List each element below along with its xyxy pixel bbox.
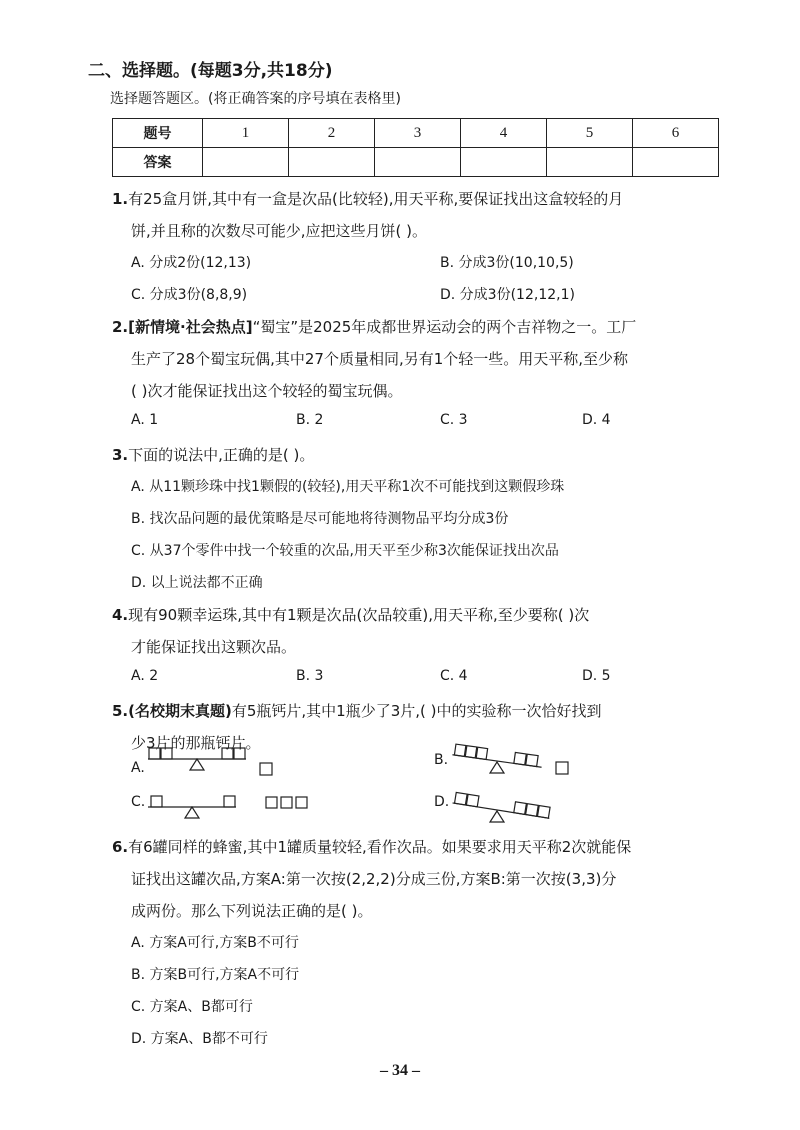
- question-number-cell: 2: [289, 119, 375, 148]
- question-5-line-2: 少3片的那瓶钙片。: [131, 734, 261, 752]
- option-c: C. 分成3份(8,8,9): [131, 287, 248, 303]
- balance-scale-a-icon: [148, 744, 288, 776]
- option-c: C. 4: [440, 668, 468, 684]
- question-3-line-1: [112, 444, 314, 465]
- option-d: D. 4: [582, 412, 611, 428]
- section-title: 二、选择题。(每题3分,共18分): [88, 61, 333, 81]
- option-a: A. 2: [131, 668, 159, 684]
- question-number: 2.: [112, 318, 129, 336]
- question-tag: (名校期末真题): [128, 702, 232, 720]
- question-2-line-2: 生产了28个蜀宝玩偶,其中27个质量相同,另有1个轻一些。用天平称,至少称: [131, 350, 629, 368]
- question-4-line-2: 才能保证找出这颗次品。: [131, 638, 297, 656]
- balance-scale-b-icon: [452, 740, 592, 776]
- question-text: 有25盒月饼,其中有一盒是次品(比较轻),用天平称,要保证找出这盒较轻的月: [128, 190, 624, 208]
- option-c: C. 方案A、B都可行: [131, 999, 253, 1015]
- answer-cell[interactable]: [203, 148, 289, 177]
- question-text: 现有90颗幸运珠,其中有1颗是次品(次品较重),用天平称,至少要称( )次: [128, 606, 590, 624]
- question-number: 1.: [112, 190, 129, 208]
- option-d: D. 分成3份(12,12,1): [440, 287, 575, 303]
- option-b: B. 3: [296, 668, 324, 684]
- balance-scale-c-icon: [148, 792, 318, 824]
- page-number: – 34 –: [380, 1062, 420, 1079]
- option-b: B. 方案B可行,方案A不可行: [131, 967, 300, 983]
- answer-table-number-row: [113, 119, 719, 148]
- option-c: C. 3: [440, 412, 468, 428]
- question-number: 3.: [112, 446, 129, 464]
- option-b: B. 找次品问题的最优策略是尽可能地将待测物品平均分成3份: [131, 511, 509, 527]
- question-tag: [新情境·社会热点]: [128, 318, 253, 336]
- answer-note: 选择题答题区。(将正确答案的序号填在表格里): [110, 91, 401, 107]
- question-5-line-1: [112, 700, 602, 721]
- balance-scale-d-icon: [452, 786, 572, 826]
- option-b-label: B.: [434, 752, 449, 768]
- question-1-line-1: [112, 188, 623, 209]
- answer-table-answer-row: [113, 148, 719, 177]
- option-d: D. 方案A、B都不可行: [131, 1031, 268, 1047]
- option-a: A. 从11颗珍珠中找1颗假的(较轻),用天平称1次不可能找到这颗假珍珠: [131, 479, 565, 495]
- row-label-answer: 答案: [113, 148, 203, 177]
- option-a-label: A.: [131, 760, 145, 776]
- question-number-cell: 1: [203, 119, 289, 148]
- question-6-line-3: 成两份。那么下列说法正确的是( )。: [131, 902, 373, 920]
- option-a: A. 1: [131, 412, 159, 428]
- question-number-cell: 5: [547, 119, 633, 148]
- row-label-number: 题号: [113, 119, 203, 148]
- question-2-line-3: ( )次才能保证找出这个较轻的蜀宝玩偶。: [131, 382, 403, 400]
- question-4-line-1: [112, 604, 589, 625]
- option-a: A. 分成2份(12,13): [131, 255, 252, 271]
- question-6-line-1: [112, 836, 631, 857]
- question-text: “蜀宝”是2025年成都世界运动会的两个吉祥物之一。工厂: [252, 318, 637, 336]
- question-text: 下面的说法中,正确的是( )。: [128, 446, 315, 464]
- option-d: D. 5: [582, 668, 611, 684]
- answer-table: [112, 118, 719, 177]
- question-number: 4.: [112, 606, 129, 624]
- question-number-cell: 3: [375, 119, 461, 148]
- option-b: B. 2: [296, 412, 324, 428]
- question-text: 有6罐同样的蜂蜜,其中1罐质量较轻,看作次品。如果要求用天平称2次就能保: [128, 838, 632, 856]
- question-number-cell: 4: [461, 119, 547, 148]
- answer-cell[interactable]: [633, 148, 719, 177]
- option-c-label: C.: [131, 794, 146, 810]
- question-2-line-1: [112, 316, 636, 337]
- option-d-label: D.: [434, 794, 450, 810]
- question-number: 5.: [112, 702, 129, 720]
- option-d: D. 以上说法都不正确: [131, 575, 263, 591]
- answer-cell[interactable]: [289, 148, 375, 177]
- option-b: B. 分成3份(10,10,5): [440, 255, 574, 271]
- option-a: A. 方案A可行,方案B不可行: [131, 935, 299, 951]
- question-1-line-2: 饼,并且称的次数尽可能少,应把这些月饼( )。: [131, 222, 428, 240]
- question-text: 有5瓶钙片,其中1瓶少了3片,( )中的实验称一次恰好找到: [231, 702, 602, 720]
- answer-cell[interactable]: [547, 148, 633, 177]
- question-number-cell: 6: [633, 119, 719, 148]
- question-number: 6.: [112, 838, 129, 856]
- option-c: C. 从37个零件中找一个较重的次品,用天平至少称3次能保证找出次品: [131, 543, 559, 559]
- question-6-line-2: 证找出这罐次品,方案A:第一次按(2,2,2)分成三份,方案B:第一次按(3,3)分: [131, 870, 617, 888]
- answer-cell[interactable]: [461, 148, 547, 177]
- answer-cell[interactable]: [375, 148, 461, 177]
